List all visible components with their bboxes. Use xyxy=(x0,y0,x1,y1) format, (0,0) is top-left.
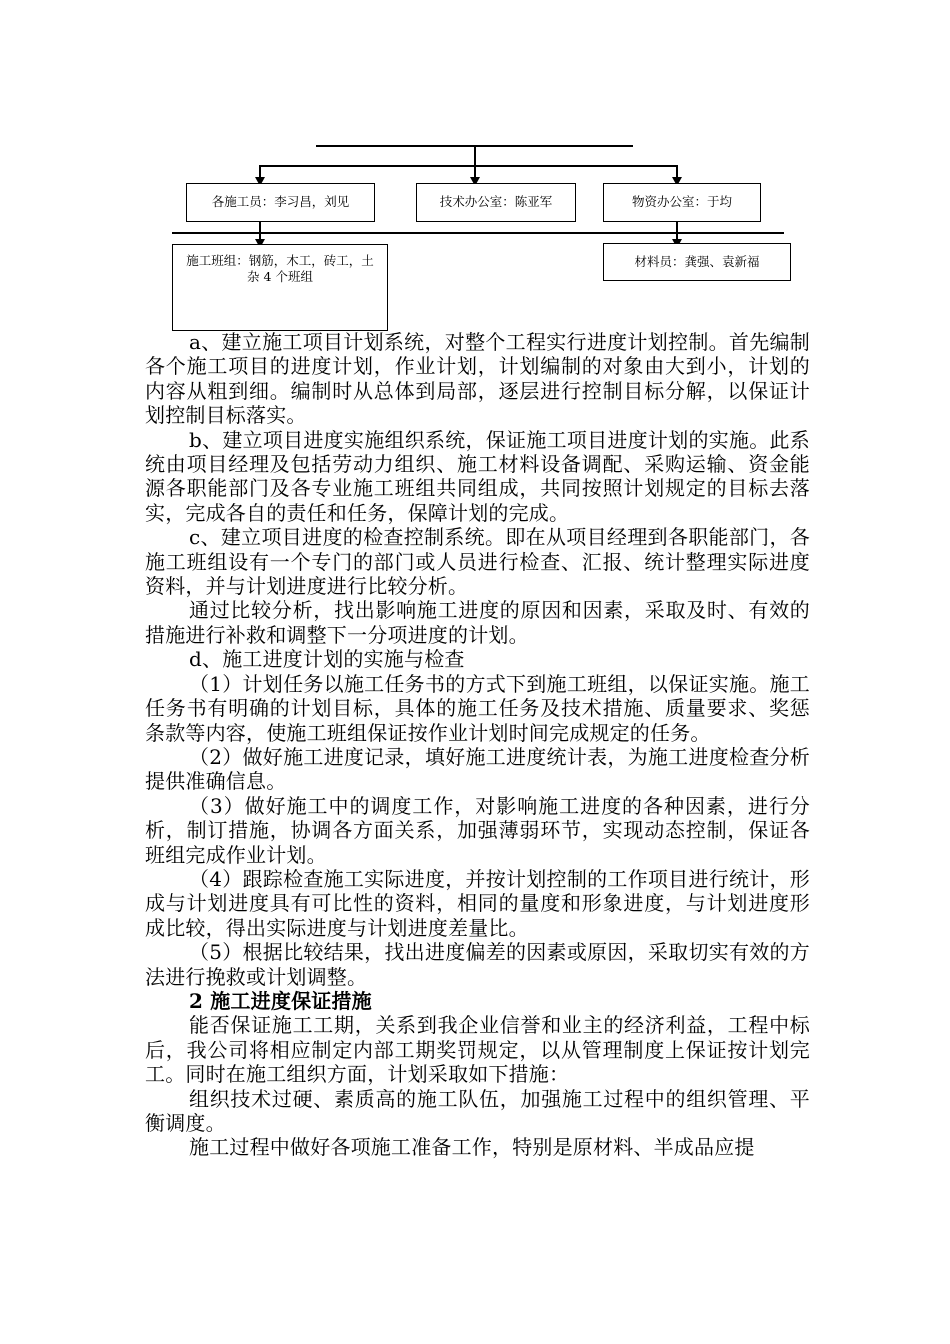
org-lower-drop-left xyxy=(259,222,261,240)
box-construction-staff xyxy=(186,183,375,222)
box-tech-office-label: 技术办公室：陈亚军 xyxy=(439,194,553,209)
paragraph-prepare: 施工过程中做好各项施工准备工作，特别是原材料、半成品应提 xyxy=(189,1135,755,1160)
box-work-teams xyxy=(172,244,388,331)
paragraph-item-5: （5）根据比较结果，找出进度偏差的因素或原因，采取切实有效的方法进行挽救或计划调整。 xyxy=(145,940,810,989)
paragraph-organize: 组织技术过硬、素质高的施工队伍，加强施工过程中的组织管理、平衡调度。 xyxy=(145,1086,810,1135)
box-tech-office xyxy=(416,183,576,222)
org-lower-line xyxy=(172,232,784,234)
paragraph-b: b、建立项目进度实施组织系统，保证施工项目进度计划的实施。此系统由项目经理及包括劳动力组织、施工材料设备调配、采购运输、资金能源各职能部门及各专业施工班组共同组成，共同按照计划规定的目标去落实，完成各自的责任和任务，保障计划的完成。 xyxy=(145,427,810,525)
paragraph-c: c、建立项目进度的检查控制系统。即在从项目经理到各职能部门，各施工班组设有一个专门的部门或人员进行检查、汇报、统计整理实际进度资料，并与计划进度进行比较分析。 xyxy=(145,525,810,599)
box-construction-staff-label: 各施工员：李习昌，刘见 xyxy=(211,194,350,209)
org-branch-line xyxy=(259,165,677,167)
section-heading: 2 施工进度保证措施 xyxy=(189,988,372,1013)
org-trunk xyxy=(474,145,476,165)
paragraph-item-4: （4）跟踪检查施工实际进度，并按计划控制的工作项目进行统计，形成与计划进度具有可比性的资料，相同的量度和形象进度，与计划进度形成比较，得出实际进度与计划进度差量比。 xyxy=(145,866,810,940)
document-body xyxy=(145,330,810,1160)
paragraph-item-1: （1）计划任务以施工任务书的方式下到施工班组，以保证实施。施工任务书有明确的计划目标，具体的施工任务及技术措施、质量要求、奖惩条款等内容，使施工班组保证按作业计划时间完成规定的任务。 xyxy=(145,671,810,745)
org-chart xyxy=(0,0,950,340)
paragraph-item-3: （3）做好施工中的调度工作，对影响施工进度的各种因素，进行分析，制订措施，协调各方面关系，加强薄弱环节，实现动态控制，保证各班组完成作业计划。 xyxy=(145,793,810,867)
paragraph-item-2: （2）做好施工进度记录，填好施工进度统计表，为施工进度检查分析提供准确信息。 xyxy=(145,744,810,794)
box-material-staff xyxy=(603,243,791,281)
paragraph-guarantee: 能否保证施工工期，关系到我企业信誉和业主的经济利益，工程中标后，我公司将相应制定内部工期奖罚规定，以从管理制度上保证按计划完工。同时在施工组织方面，计划采取如下措施： xyxy=(145,1013,810,1087)
org-lower-drop-right xyxy=(676,222,678,240)
paragraph-a: a、建立施工项目计划系统，对整个工程实行进度计划控制。首先编制各个施工项目的进度计划，作业计划，计划编制的对象由大到小，计划的内容从粗到细。编制时从总体到局部，逐层进行控制目标分解，以保证计划控制目标落实。 xyxy=(145,330,810,428)
box-material-office xyxy=(603,183,761,222)
paragraph-d: d、施工进度计划的实施与检查 xyxy=(189,647,465,672)
box-material-staff-label: 材料员：龚强、袁新福 xyxy=(634,254,760,269)
box-material-office-label: 物资办公室：于均 xyxy=(631,194,732,209)
box-work-teams-label: 施工班组：钢筋，木工，砖工，土杂 4 个班组 xyxy=(186,253,374,284)
paragraph-analysis: 通过比较分析，找出影响施工进度的原因和因素，采取及时、有效的措施进行补救和调整下一分项进度的计划。 xyxy=(145,598,810,647)
